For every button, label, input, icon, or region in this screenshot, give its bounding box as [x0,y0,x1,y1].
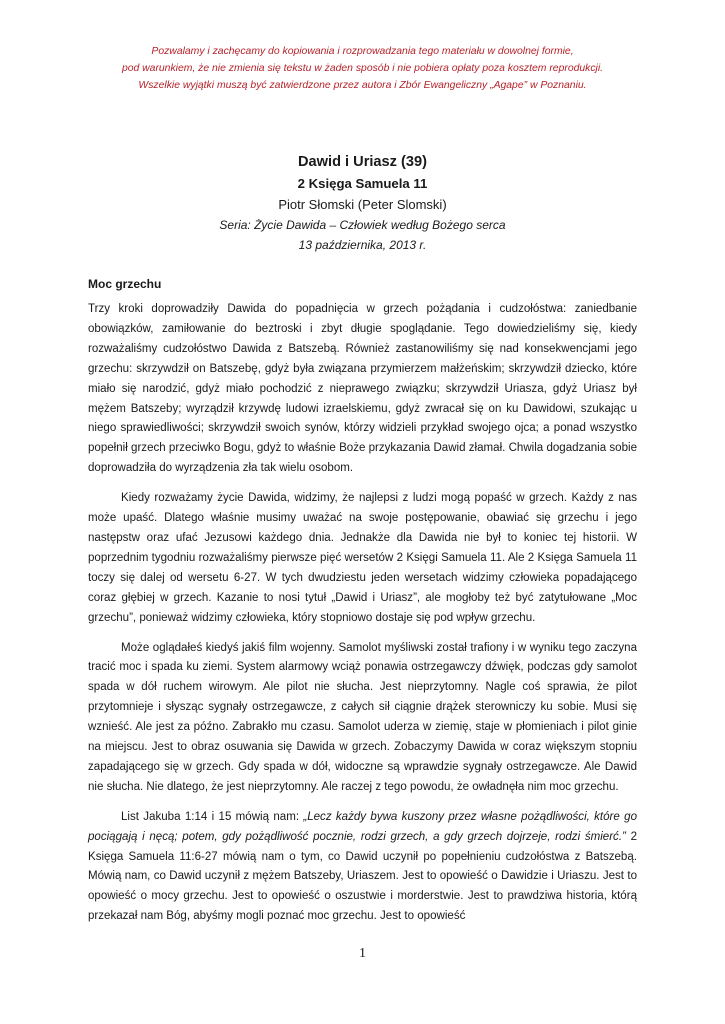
copyright-notice [60,43,665,94]
sermon-header [60,147,665,255]
notice-line-3: Wszelkie wyjątki muszą być zatwierdzone przez autora i Zbór Ewangeliczny „Agape” w Poznaniu. [138,80,587,91]
notice-line-1: Pozwalamy i zachęcamy do kopiowania i rozprowadzania tego materiału w dowolnej formie, [151,46,574,57]
sermon-title: Dawid i Uriasz (39) [298,154,427,170]
paragraph-4-lead: List Jakuba 1:14 i 15 mówią nam: [121,810,304,823]
body-text [88,300,637,937]
paragraph-3: Może oglądałeś kiedyś jakiś film wojenny. Samolot myśliwski został trafiony i w wyniku tego zaczyna tracić moc i spada ku ziemi. System alarmowy wciąż ponawia ostrzegawczy dźwięk, podczas gdy samolot spada w dół ruchem wirowym. Ale pilot nie słucha. Jest nieprzytomny. Nagle coś sprawia, że pilot przytomnieje i słysząc sygnały ostrzegawcze, z całych sił ciągnie drążek sterowniczy ku sobie. Musi się wznieść. Ale jest za późno. Zabrakło mu czasu. Samolot uderza w ziemię, staje w płomieniach i pilot ginie na miejscu. Jest to obraz osuwania się Dawida w grzech. Zobaczymy Dawida w coraz większym stopniu zapadającego się w grzech. Gdy spada w dół, widoczne są wprawdzie sygnały ostrzegawcze. Ale Dawid nie słucha. Nie dlatego, że jest nieprzytomny. Ale raczej z tego powodu, że owładnęła nim moc grzechu. [88,641,637,793]
scripture-reference: 2 Księga Samuela 11 [297,176,428,191]
paragraph-4-rest: 2 Księga Samuela 11:6-27 mówią nam o tym, co Dawid uczynił po popełnieniu cudzołóstwa z Batszebą. Mówią nam, co Dawid uczynił z mężem Batszeby, Uriaszem. Jest to opowieść o Dawidzie i Uriaszu. Jest to opowieść o mocy grzechu. Jest to opowieść o oszustwie i morderstwie. Jest to prawdziwa historia, którą przekazał nam Bóg, abyśmy mogli poznać moc grzechu. Jest to opowieść [88,830,637,923]
paragraph-4 [88,808,637,927]
sermon-date: 13 października, 2013 r. [298,238,427,252]
paragraph-1: Trzy kroki doprowadziły Dawida do popadnięcia w grzech pożądania i cudzołóstwa: zaniedbanie obowiązków, zamiłowanie do beztroski i zbyt długie spoglądanie. Tego dowiedzieliśmy się, kiedy rozważaliśmy cudzołóstwo Dawida z Batszebą. Również zastanowiliśmy się nad konsekwencjami jego grzechu: skrzywdził on Batszebę, gdyż była związana przymierzem małżeńskim; skrzywdził dziecko, które miało się narodzić, gdyż miało pochodzić z nieprawego związku; skrzywdził Uriasza, gdyż Uriasz był mężem Batszeby; wyrządził krzywdę ludowi izraelskiemu, gdyż zwracał się on ku Dawidowi, szukając u niego sprawiedliwości; skrzywdził swoich synów, którzy widzieli przykład swojego ojca; a ponad wszystko popełnił grzech przeciwko Bogu, gdyż to właśnie Boże przykazania Dawid złamał. Chwila dogadzania sobie doprowadziła do wyrządzenia zła tak wielu osobom. [88,303,637,475]
series-name: Seria: Życie Dawida – Człowiek według Bożego serca [219,218,506,232]
author-name: Piotr Słomski (Peter Slomski) [278,197,447,212]
section-heading: Moc grzechu [88,277,162,291]
notice-line-2: pod warunkiem, że nie zmienia się tekstu w żaden sposób i nie pobiera opłaty poza kosztem reprodukcji. [121,63,604,74]
page-number: 1 [359,946,366,961]
paragraph-2: Kiedy rozważamy życie Dawida, widzimy, że najlepsi z ludzi mogą popaść w grzech. Każdy z nas może upaść. Dlatego właśnie musimy uważać na swoje postępowanie, obawiać się grzechu i jego następstw oraz ufać Jezusowi każdego dnia. Jednakże dla Dawida nie był to koniec tej historii. W poprzednim tygodniu rozważaliśmy pierwsze pięć wersetów 2 Księgi Samuela 11. Ale 2 Księga Samuela 11 toczy się dalej od wersetu 6-27. W tych dwudziestu jeden wersetach widzimy człowieka popadającego coraz głębiej w grzech. Kazanie to nosi tytuł „Dawid i Uriasz”, ale mogłoby też być zatytułowane „Moc grzechu”, ponieważ widzimy człowieka, który stopniowo dostaje się pod wpływ grzechu. [88,492,637,624]
scripture-quote: „Lecz każdy bywa kuszony przez własne pożądliwości, które go pociągają i nęcą; potem, gdy pożądliwość pocznie, rodzi grzech, a gdy grzech dojrzeje, rodzi śmierć.” [88,810,637,843]
